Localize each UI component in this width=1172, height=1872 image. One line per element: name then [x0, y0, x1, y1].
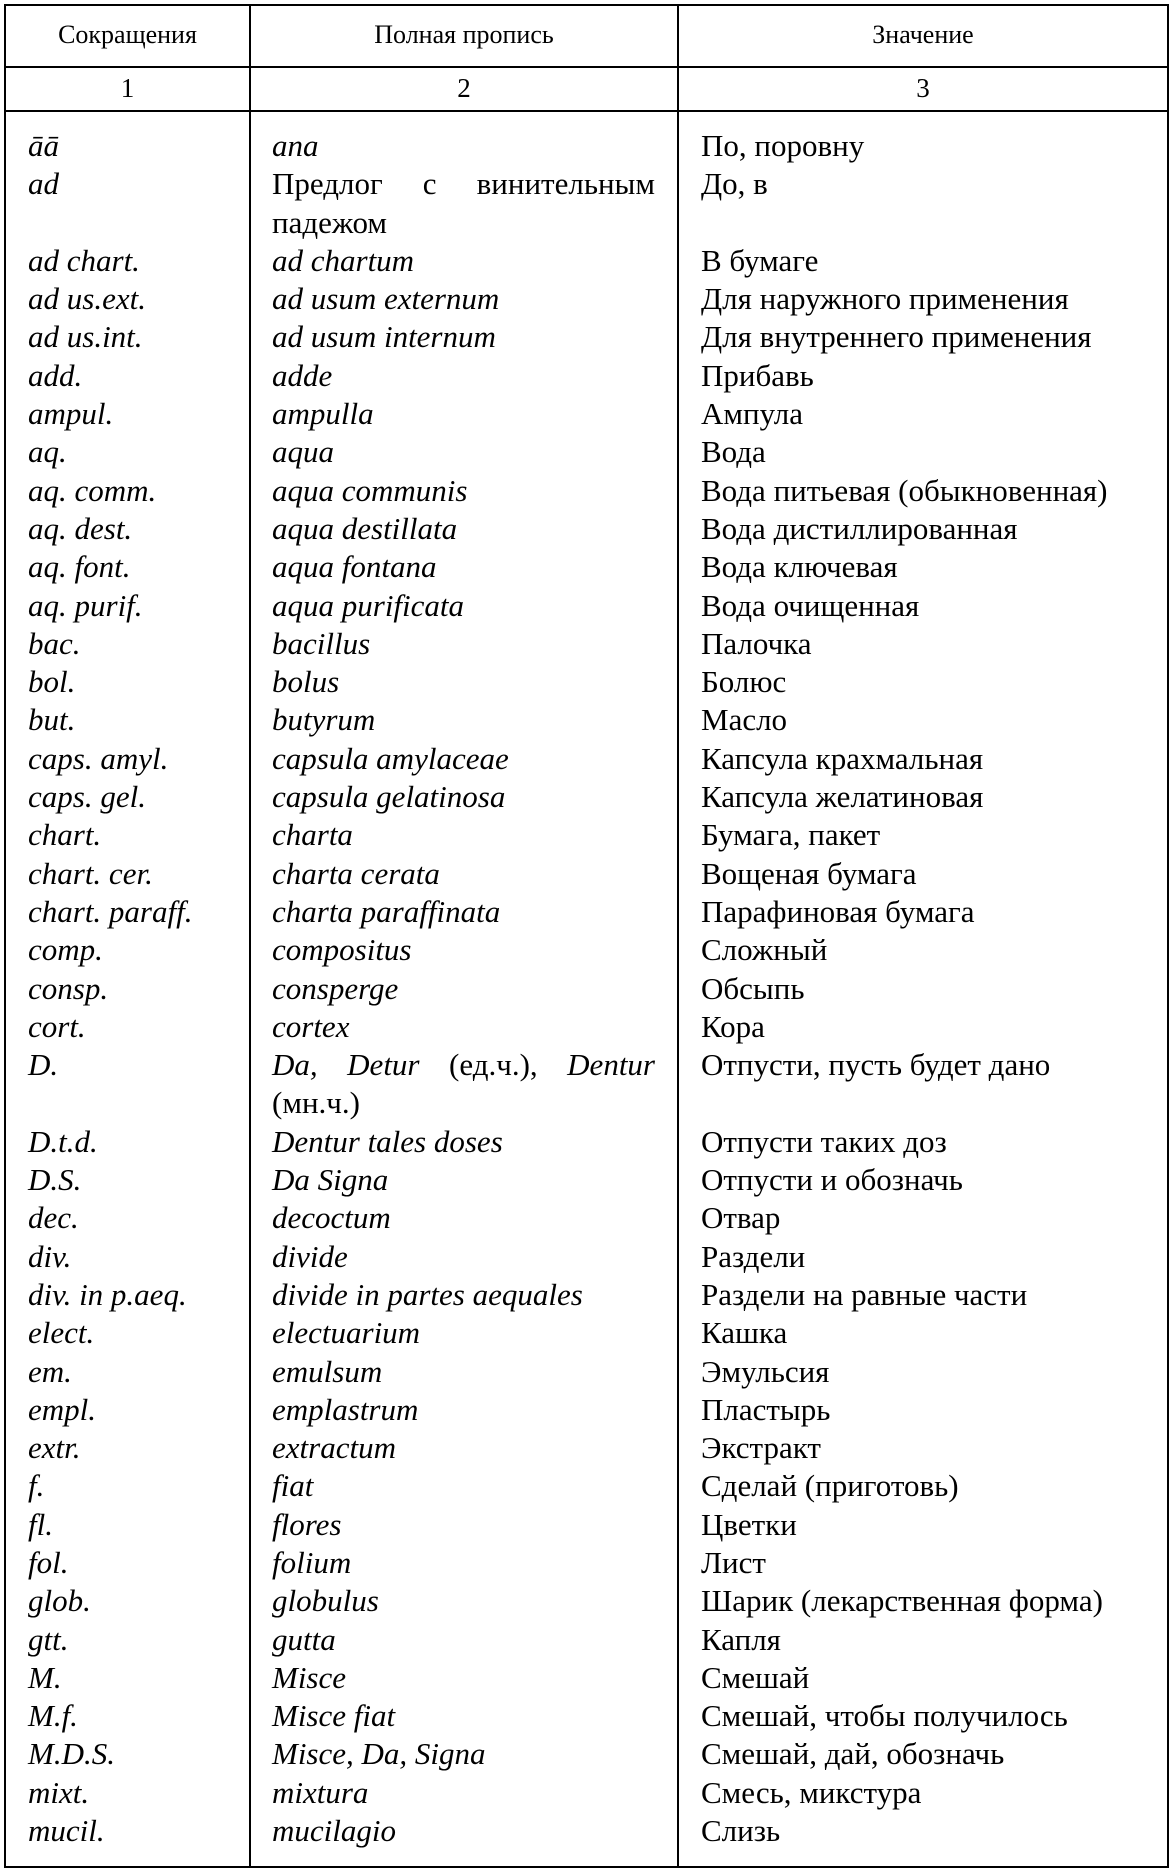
full-form-part: Detur: [347, 1047, 420, 1083]
table-row: [6, 663, 1167, 701]
table-row: [6, 1199, 1167, 1237]
abbreviation-cell: chart. paraff.: [28, 893, 193, 929]
table-row: [6, 1429, 1167, 1467]
full-form-cell: Da Signa: [272, 1162, 389, 1198]
full-form-cell: folium: [272, 1544, 352, 1580]
column-number: 2: [457, 73, 471, 103]
full-form-cell: ad usum externum: [272, 281, 500, 317]
table-row: [6, 1467, 1167, 1505]
full-form-cell: bolus: [272, 664, 340, 700]
meaning-cell: Экстракт: [701, 1430, 821, 1466]
table-row: [6, 510, 1167, 548]
table-row: [6, 1774, 1167, 1812]
table-row: [6, 1046, 1167, 1123]
abbreviation-cell: aq.: [28, 434, 67, 470]
meaning-cell: Капсула желатиновая: [701, 779, 984, 815]
meaning-cell: Для наружного применения: [701, 281, 1069, 317]
table-row: [6, 548, 1167, 586]
meaning-cell: Кашка: [701, 1315, 788, 1351]
full-form-cell: bacillus: [272, 625, 371, 661]
abbreviation-cell: M.: [28, 1659, 62, 1695]
full-form-cell: globulus: [272, 1583, 379, 1619]
meaning-cell: Цветки: [701, 1506, 797, 1542]
table-row: [6, 1161, 1167, 1199]
table-row: [6, 127, 1167, 165]
abbreviation-cell: gtt.: [28, 1621, 69, 1657]
full-form-line: Предлог с винительным: [272, 166, 655, 202]
abbreviation-cell: ad: [28, 166, 59, 202]
full-form-cell: ad usum internum: [272, 319, 496, 355]
abbreviation-cell: div. in p.aeq.: [28, 1276, 187, 1312]
table-row: [6, 1353, 1167, 1391]
abbreviation-cell: ad us.int.: [28, 319, 143, 355]
full-form-cell: adde: [272, 357, 333, 393]
meaning-cell: Отпусти и обозначь: [701, 1162, 963, 1198]
abbreviation-cell: extr.: [28, 1430, 81, 1466]
full-form-cell: capsula amylaceae: [272, 740, 509, 776]
meaning-cell: Сделай (приготовь): [701, 1468, 959, 1504]
abbreviation-cell: fl.: [28, 1506, 53, 1542]
meaning-cell: Смесь, микстура: [701, 1774, 922, 1810]
full-form-cell: aqua fontana: [272, 549, 437, 585]
abbreviation-cell: ampul.: [28, 396, 114, 432]
full-form-part: Dentur: [567, 1047, 655, 1083]
full-form-cell: emplastrum: [272, 1391, 419, 1427]
abbreviation-cell: em.: [28, 1353, 72, 1389]
meaning-cell: Эмульсия: [701, 1353, 830, 1389]
meaning-cell: Отвар: [701, 1200, 781, 1236]
abbreviation-cell: caps. gel.: [28, 779, 146, 815]
table-row: [6, 931, 1167, 969]
table-row: [6, 1238, 1167, 1276]
table-row: [6, 165, 1167, 242]
full-form-cell: ampulla: [272, 396, 374, 432]
abbreviation-cell: M.f.: [28, 1698, 78, 1734]
full-form-cell: aqua purificata: [272, 587, 465, 623]
full-form-cell: Dentur tales doses: [272, 1123, 503, 1159]
table-row: [6, 778, 1167, 816]
abbreviation-cell: D.: [28, 1047, 59, 1083]
abbreviation-cell: mucil.: [28, 1813, 105, 1849]
table-row: [6, 816, 1167, 854]
meaning-cell: Отпусти таких доз: [701, 1123, 947, 1159]
meaning-cell: Смешай, дай, обозначь: [701, 1736, 1005, 1772]
abbreviation-cell: D.S.: [28, 1162, 82, 1198]
abbreviation-cell: f.: [28, 1468, 45, 1504]
table-row: [6, 357, 1167, 395]
full-form-cell: ad chartum: [272, 242, 415, 278]
abbreviations-table: [4, 4, 1169, 1868]
table-row: [6, 1659, 1167, 1697]
table-row: [6, 318, 1167, 356]
meaning-cell: Болюс: [701, 664, 787, 700]
meaning-cell: Смешай: [701, 1659, 810, 1695]
meaning-cell: В бумаге: [701, 242, 819, 278]
abbreviation-cell: aq. dest.: [28, 510, 133, 546]
full-form-line: [272, 1046, 655, 1084]
full-form-cell: divide in partes aequales: [272, 1276, 583, 1312]
abbreviation-cell: ad us.ext.: [28, 281, 146, 317]
meaning-cell: Парафиновая бумага: [701, 893, 975, 929]
table-row: [6, 1621, 1167, 1659]
abbreviation-cell: glob.: [28, 1583, 91, 1619]
column-number: 3: [916, 73, 930, 103]
abbreviation-cell: āā: [28, 128, 59, 163]
full-form-cell: [247, 1046, 677, 1123]
meaning-cell: Ампула: [701, 396, 803, 432]
meaning-cell: Капсула крахмальная: [701, 740, 984, 776]
full-form-cell: ana: [272, 128, 319, 163]
table-row: [6, 1391, 1167, 1429]
table-row: [6, 740, 1167, 778]
meaning-cell: Пластырь: [701, 1391, 831, 1427]
table-row: [6, 587, 1167, 625]
full-form-cell: Misce fiat: [272, 1698, 396, 1734]
full-form-cell: butyrum: [272, 702, 376, 738]
full-form-cell: extractum: [272, 1430, 396, 1466]
table-row: [6, 472, 1167, 510]
full-form-cell: divide: [272, 1238, 348, 1274]
table-row: [6, 625, 1167, 663]
meaning-cell: Капля: [701, 1621, 781, 1657]
meaning-cell: До, в: [701, 166, 768, 202]
table-row: [6, 1123, 1167, 1161]
abbreviation-cell: bac.: [28, 625, 81, 661]
header-abbreviations: Сокращения: [58, 20, 197, 49]
meaning-cell: Раздели на равные части: [701, 1276, 1028, 1312]
abbreviation-cell: mixt.: [28, 1774, 90, 1810]
header-full-form: Полная пропись: [374, 20, 554, 49]
table-row: [6, 433, 1167, 471]
meaning-cell: Бумага, пакет: [701, 817, 881, 853]
table-row: [6, 701, 1167, 739]
abbreviation-cell: but.: [28, 702, 76, 738]
full-form-cell: flores: [272, 1506, 342, 1542]
table-row: [6, 1506, 1167, 1544]
table-row: [6, 855, 1167, 893]
full-form-cell: charta: [272, 817, 353, 853]
meaning-cell: Вода: [701, 434, 766, 470]
abbreviation-cell: elect.: [28, 1315, 95, 1351]
full-form-cell: consperge: [272, 970, 399, 1006]
meaning-cell: Вода очищенная: [701, 587, 920, 623]
full-form-cell: capsula gelatinosa: [272, 779, 506, 815]
full-form-cell: compositus: [272, 932, 412, 968]
full-form-cell: mixtura: [272, 1774, 369, 1810]
header-meaning: Значение: [872, 20, 974, 49]
meaning-cell: Прибавь: [701, 357, 814, 393]
full-form-cell: aqua destillata: [272, 510, 458, 546]
meaning-cell: Палочка: [701, 625, 812, 661]
abbreviation-cell: M.D.S.: [28, 1736, 115, 1772]
full-form-cell: gutta: [272, 1621, 336, 1657]
full-form-line: падежом: [272, 204, 388, 240]
meaning-cell: Лист: [701, 1544, 766, 1580]
full-form-cell: decoctum: [272, 1200, 391, 1236]
table-row: [6, 1008, 1167, 1046]
meaning-cell: Кора: [701, 1008, 765, 1044]
abbreviation-cell: comp.: [28, 932, 103, 968]
header-divider: [6, 66, 1167, 68]
abbreviation-cell: aq. purif.: [28, 587, 143, 623]
abbreviation-cell: dec.: [28, 1200, 79, 1236]
meaning-cell: Сложный: [701, 932, 828, 968]
abbreviation-cell: aq. comm.: [28, 472, 157, 508]
table-body: [6, 127, 1167, 1850]
full-form-cell: Misce, Da, Signa: [272, 1736, 486, 1772]
abbreviation-cell: div.: [28, 1238, 72, 1274]
table-row: [6, 280, 1167, 318]
abbreviation-cell: aq. font.: [28, 549, 131, 585]
meaning-cell: Отпусти, пусть будет дано: [701, 1047, 1051, 1083]
abbreviation-cell: chart. cer.: [28, 855, 153, 891]
full-form-cell: mucilagio: [272, 1813, 396, 1849]
abbreviation-cell: chart.: [28, 817, 102, 853]
table-row: [6, 893, 1167, 931]
abbreviation-cell: bol.: [28, 664, 76, 700]
abbreviation-cell: empl.: [28, 1391, 97, 1427]
table-row: [6, 1812, 1167, 1850]
abbreviation-cell: add.: [28, 357, 83, 393]
abbreviation-cell: consp.: [28, 970, 109, 1006]
header-divider: [6, 110, 1167, 112]
full-form-cell: charta paraffinata: [272, 893, 501, 929]
column-number: 1: [120, 73, 135, 103]
full-form-line: (мн.ч.): [272, 1085, 360, 1121]
meaning-cell: Слизь: [701, 1813, 781, 1849]
full-form-cell: electuarium: [272, 1315, 421, 1351]
abbreviation-cell: D.t.d.: [28, 1123, 98, 1159]
full-form-cell: aqua: [272, 434, 334, 470]
meaning-cell: Вода питьевая (обыкновенная): [701, 472, 1108, 508]
meaning-cell: Раздели: [701, 1238, 806, 1274]
full-form-part: (ед.ч.),: [449, 1047, 568, 1083]
abbreviation-cell: fol.: [28, 1544, 69, 1580]
table-row: [6, 1582, 1167, 1620]
table-row: [6, 970, 1167, 1008]
abbreviation-cell: ad chart.: [28, 242, 140, 278]
full-form-cell: fiat: [272, 1468, 314, 1504]
meaning-cell: Вощеная бумага: [701, 855, 917, 891]
table-row: [6, 1697, 1167, 1735]
meaning-cell: Вода ключевая: [701, 549, 898, 585]
meaning-cell: Шарик (лекарственная форма): [701, 1583, 1103, 1619]
meaning-cell: Обсыпь: [701, 970, 805, 1006]
table-row: [6, 1544, 1167, 1582]
table-row: [6, 1314, 1167, 1352]
abbreviation-cell: cort.: [28, 1008, 86, 1044]
table-row: [6, 1276, 1167, 1314]
meaning-cell: По, поровну: [701, 128, 865, 163]
full-form-cell: [247, 165, 677, 242]
meaning-cell: Смешай, чтобы получилось: [701, 1698, 1068, 1734]
full-form-cell: Misce: [272, 1659, 347, 1695]
meaning-cell: Для внутреннего применения: [701, 319, 1092, 355]
full-form-part: Da,: [272, 1047, 318, 1083]
table-row: [6, 1735, 1167, 1773]
full-form-cell: charta cerata: [272, 855, 440, 891]
abbreviation-cell: caps. amyl.: [28, 740, 169, 776]
full-form-cell: aqua communis: [272, 472, 468, 508]
full-form-cell: emulsum: [272, 1353, 383, 1389]
meaning-cell: Вода дистиллированная: [701, 510, 1018, 546]
table-row: [6, 242, 1167, 280]
table-row: [6, 395, 1167, 433]
meaning-cell: Масло: [701, 702, 788, 738]
full-form-cell: cortex: [272, 1008, 350, 1044]
